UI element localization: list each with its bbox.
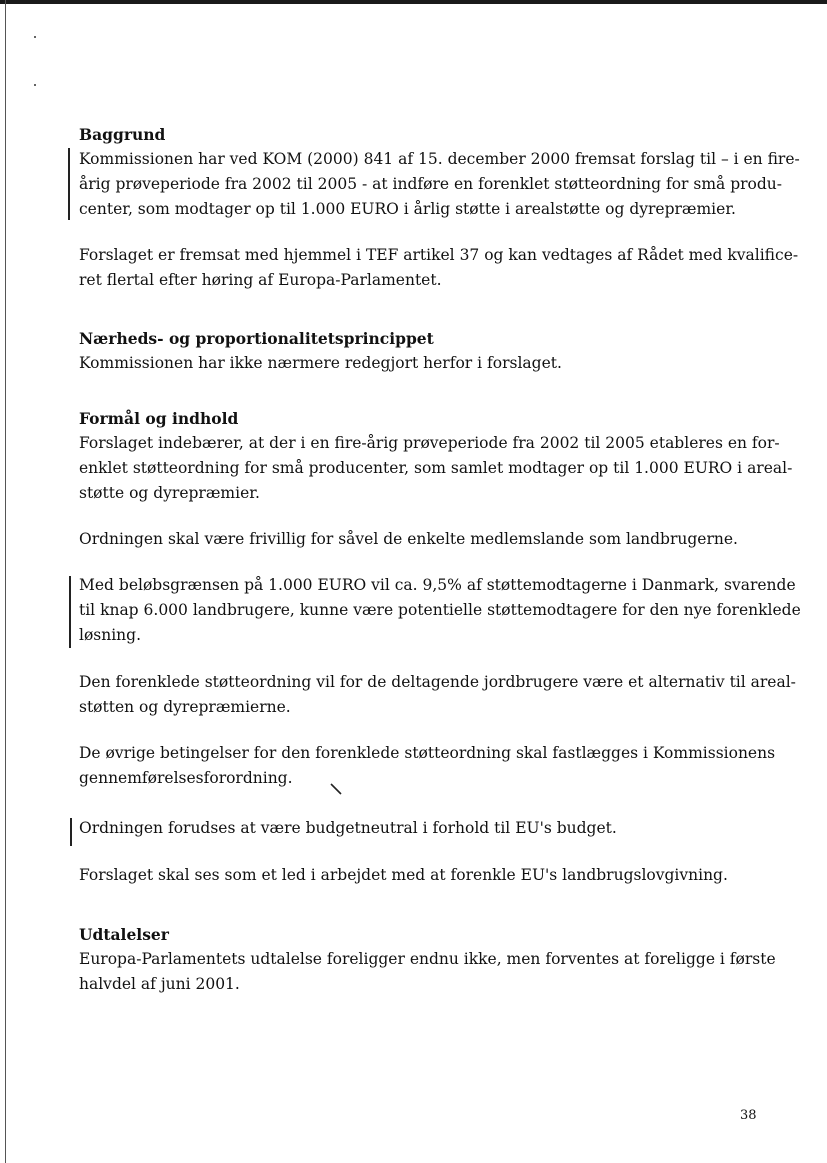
section-heading: Baggrund — [79, 125, 166, 144]
revision-change-bar — [68, 148, 70, 220]
text-line: Med beløbsgrænsen på 1.000 EURO vil ca. 9,5% af støttemodtagerne i Danmark, svarende — [79, 576, 796, 594]
text-line: støtten og dyrepræmierne. — [79, 698, 291, 716]
text-line: til knap 6.000 landbrugere, kunne være potentielle støttemodtagere for den nye forenklede — [79, 601, 801, 619]
text-line: De øvrige betingelser for den forenklede støtteordning skal fastlægges i Kommissionens — [79, 744, 776, 762]
section-baggrund — [79, 122, 800, 222]
section-heading: Formål og indhold — [79, 409, 239, 428]
paragraph — [79, 863, 759, 888]
text-line: Forslaget indebærer, at der i en fire-årig prøveperiode fra 2002 til 2005 etableres en for- — [79, 434, 780, 452]
text-line: årig prøveperiode fra 2002 til 2005 - at indføre en forenklet støtteordning for små produ- — [79, 175, 783, 193]
text-line: ret flertal efter høring af Europa-Parlamentet. — [79, 271, 442, 289]
text-line: Forslaget skal ses som et led i arbejdet med at forenkle EU's landbrugslovgivning. — [79, 866, 728, 884]
text-line: enklet støtteordning for små producenter, som samlet modtager op til 1.000 EURO i areal- — [79, 459, 793, 477]
text-line: Kommissionen har ved KOM (2000) 841 af 15. december 2000 fremsat forslag til – i en fire- — [79, 150, 800, 168]
section-formaal — [79, 406, 793, 506]
paragraph — [79, 573, 801, 648]
text-line: Kommissionen har ikke nærmere redegjort herfor i forslaget. — [79, 354, 562, 372]
section-heading: Nærheds- og proportionalitetsprincippet — [79, 329, 434, 348]
text-line: Forslaget er fremsat med hjemmel i TEF artikel 37 og kan vedtages af Rådet med kvalifice- — [79, 246, 799, 264]
paragraph — [79, 670, 796, 720]
revision-change-bar — [70, 818, 72, 846]
page-number: 38 — [740, 1108, 757, 1123]
section-heading: Udtalelser — [79, 925, 169, 944]
text-line: støtte og dyrepræmier. — [79, 484, 260, 502]
top-edge-rule — [0, 0, 827, 4]
scan-speck — [34, 36, 36, 38]
scan-speck — [34, 84, 36, 86]
text-line: Europa-Parlamentets udtalelse foreligger endnu ikke, men forventes at foreligge i første — [79, 950, 776, 968]
text-line: løsning. — [79, 626, 142, 644]
pen-mark — [330, 783, 342, 795]
paragraph — [79, 527, 759, 552]
paragraph — [79, 243, 799, 293]
revision-change-bar — [69, 576, 71, 648]
text-line: gennemførelsesforordning. — [79, 769, 293, 787]
section-naerhed — [79, 326, 759, 376]
left-margin-rule — [5, 0, 6, 1163]
section-udtalelser — [79, 922, 776, 997]
paragraph — [79, 816, 759, 841]
text-line: halvdel af juni 2001. — [79, 975, 240, 993]
text-line: center, som modtager op til 1.000 EURO i årlig støtte i arealstøtte og dyrepræmier. — [79, 200, 736, 218]
text-line: Ordningen skal være frivillig for såvel de enkelte medlemslande som landbrugerne. — [79, 530, 738, 548]
text-line: Den forenklede støtteordning vil for de deltagende jordbrugere være et alternativ til areal- — [79, 673, 796, 691]
paragraph — [79, 741, 776, 791]
text-line: Ordningen forudses at være budgetneutral i forhold til EU's budget. — [79, 819, 617, 837]
